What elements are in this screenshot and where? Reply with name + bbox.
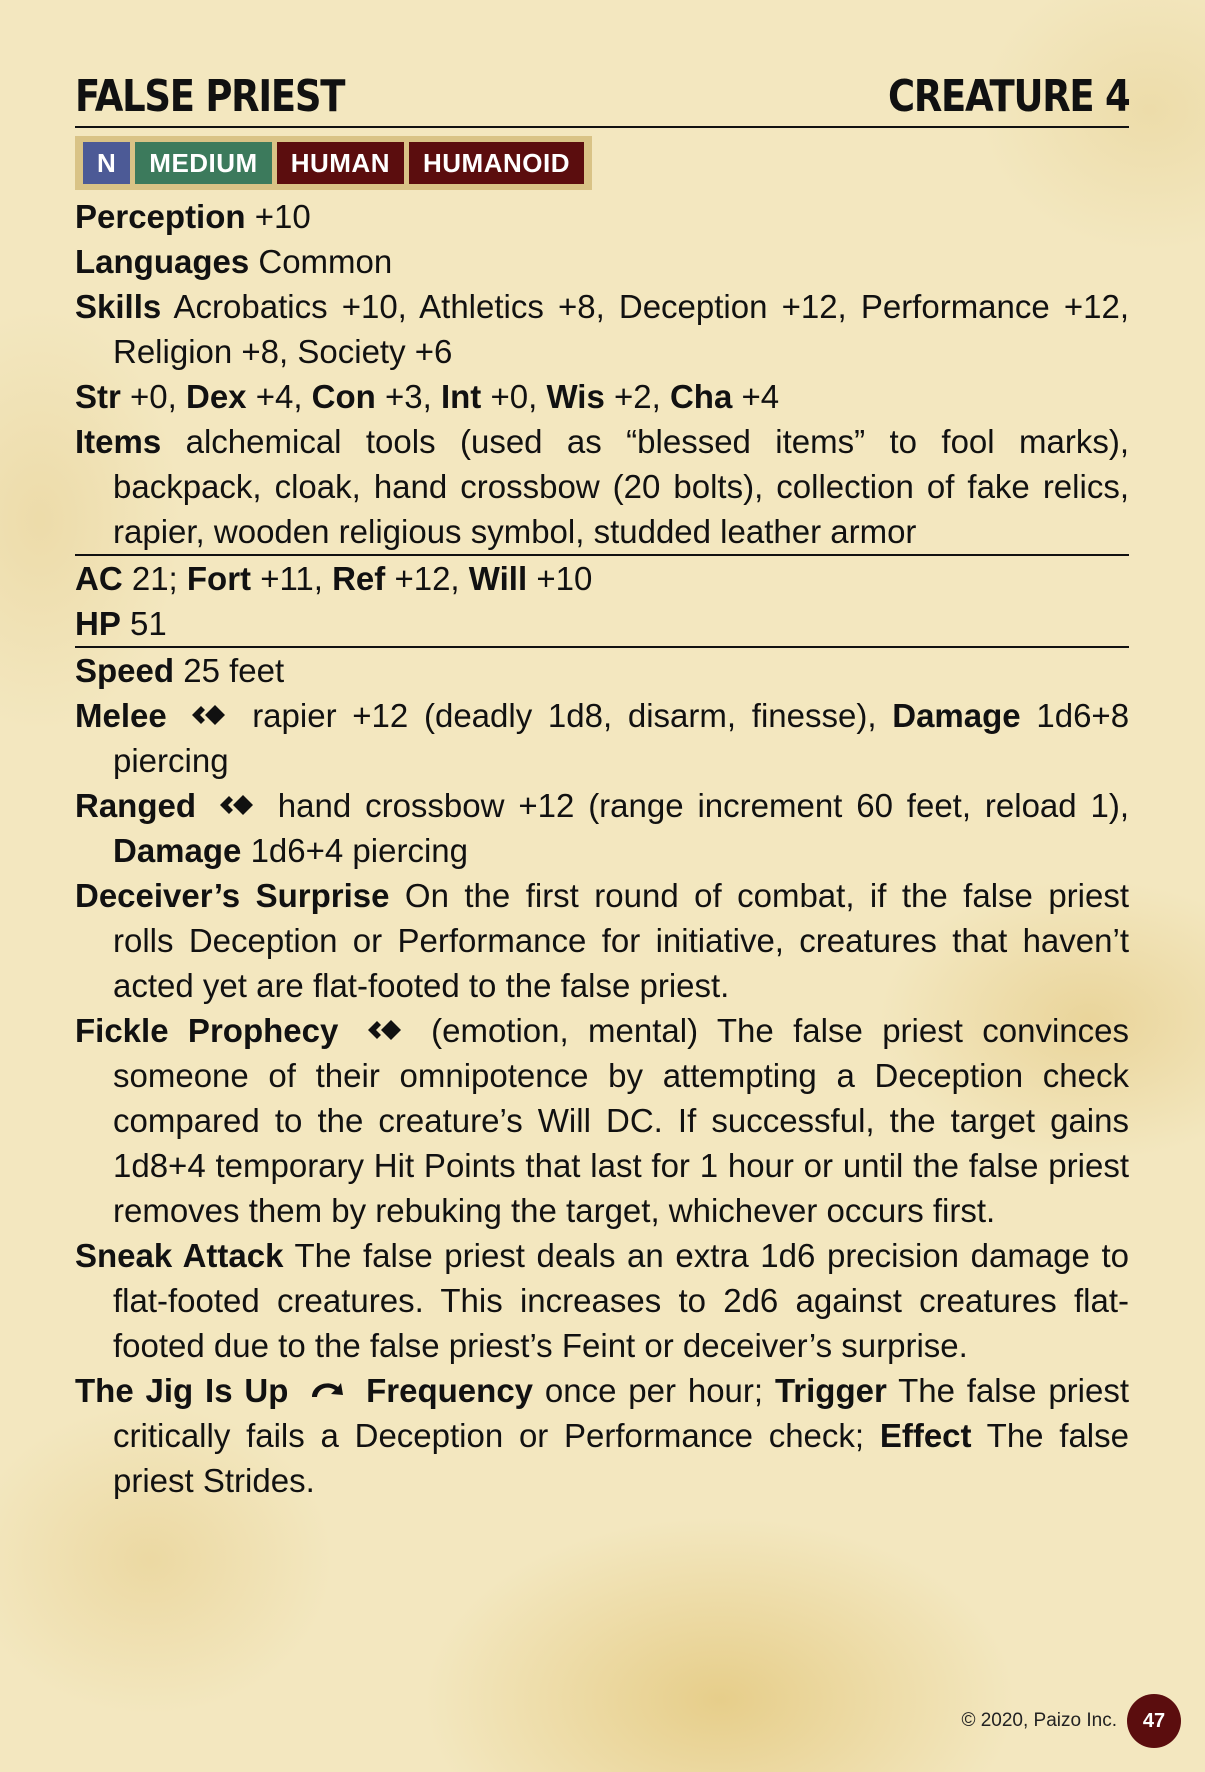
ref-value: +12, <box>394 560 460 597</box>
creature-name: FALSE PRIEST <box>75 71 345 122</box>
frequency-value: once per hour; <box>544 1372 764 1409</box>
deceivers-surprise-text: On the first round of combat, if the false priest rolls Deception or Performance for initiative, creatures that haven’t acted yet are flat-footed to the false priest. <box>113 877 1130 1004</box>
ranged-value: hand crossbow +12 (range increment 60 feet, reload 1), <box>277 787 1130 824</box>
trait-human: HUMAN <box>277 142 404 184</box>
trait-size: MEDIUM <box>135 142 271 184</box>
dex-value: +4, <box>255 378 303 415</box>
melee-damage-value: 1d6+8 piercing <box>113 697 1130 779</box>
melee-label: Melee <box>75 697 167 734</box>
sneak-attack-label: Sneak Attack <box>75 1237 284 1274</box>
wis-value: +2, <box>614 378 661 415</box>
melee-value: rapier +12 (deadly 1d8, disarm, finesse), <box>252 697 877 734</box>
speed-line <box>75 648 1129 693</box>
speed-label: Speed <box>75 652 175 689</box>
items-line <box>75 419 1129 554</box>
fickle-prophecy-text: (emotion, mental) The false priest convinces someone of their omnipotence by attempting a Deception check compared to the creature’s Will DC. If successful, the target gains 1d8+4 temporary Hit Points that last for 1 hour or until the false priest removes them by rebuking the target, whichever occurs first. <box>113 1012 1130 1229</box>
perception-label: Perception <box>75 198 246 235</box>
sneak-attack-text: The false priest deals an extra 1d6 precision damage to flat-footed creatures. This increases to 2d6 against creatures flat-footed due to the false priest’s Feint or deceiver’s surprise. <box>113 1237 1130 1364</box>
melee-damage-label: Damage <box>892 697 1021 734</box>
con-label: Con <box>311 378 376 415</box>
trait-bar <box>75 136 592 190</box>
ranged-damage-value: 1d6+4 piercing <box>250 832 468 869</box>
fort-label: Fort <box>186 560 252 597</box>
int-value: +0, <box>490 378 538 415</box>
wis-label: Wis <box>546 378 605 415</box>
skills-label: Skills <box>75 288 162 325</box>
trait-alignment: N <box>83 142 130 184</box>
languages-label: Languages <box>75 243 250 280</box>
items-label: Items <box>75 423 162 460</box>
trait-humanoid: HUMANOID <box>409 142 584 184</box>
single-action-icon <box>216 790 258 820</box>
ranged-line <box>75 783 1129 873</box>
languages-line <box>75 239 1129 284</box>
copyright-notice: © 2020, Paizo Inc. <box>961 1710 1117 1731</box>
fickle-prophecy-label: Fickle Prophecy <box>75 1012 339 1049</box>
frequency-label: Frequency <box>366 1372 534 1409</box>
reaction-icon <box>306 1375 348 1405</box>
cha-label: Cha <box>669 378 733 415</box>
skills-value: Acrobatics +10, Athletics +8, Deception +12, Performance +12, Religion +8, Society +6 <box>113 288 1129 370</box>
dex-label: Dex <box>185 378 247 415</box>
perception-line <box>75 194 1129 239</box>
ac-label: AC <box>75 560 123 597</box>
attributes-line <box>75 374 1129 419</box>
stat-block-header <box>75 70 1129 128</box>
defense-line <box>75 556 1129 601</box>
fickle-prophecy-line <box>75 1008 1129 1233</box>
ranged-damage-label: Damage <box>113 832 242 869</box>
will-label: Will <box>468 560 528 597</box>
str-value: +0, <box>130 378 177 415</box>
speed-value: 25 feet <box>183 652 285 689</box>
skills-line <box>75 284 1129 374</box>
hp-label: HP <box>75 605 121 642</box>
int-label: Int <box>440 378 482 415</box>
melee-line <box>75 693 1129 783</box>
sneak-attack-line <box>75 1233 1129 1368</box>
deceivers-surprise-label: Deceiver’s Surprise <box>75 877 390 914</box>
ac-value: 21; <box>131 560 178 597</box>
jig-is-up-label: The Jig Is Up <box>75 1372 289 1409</box>
items-value: alchemical tools (used as “blessed items” to fool marks), backpack, cloak, hand crossbow (20 bolts), collection of fake relics, rapier, wooden religious symbol, studded leather armor <box>113 423 1129 550</box>
effect-value: The false priest Strides. <box>113 1417 1129 1499</box>
creature-level: CREATURE 4 <box>887 71 1129 122</box>
page-footer <box>961 1694 1181 1748</box>
trigger-value: The false priest critically fails a Deception or Performance check; <box>113 1372 1130 1454</box>
trigger-label: Trigger <box>774 1372 887 1409</box>
will-value: +10 <box>536 560 593 597</box>
hp-value: 51 <box>130 605 167 642</box>
cha-value: +4 <box>741 378 780 415</box>
hp-line <box>75 601 1129 646</box>
fort-value: +11, <box>260 560 323 597</box>
str-label: Str <box>75 378 121 415</box>
effect-label: Effect <box>879 1417 972 1454</box>
jig-is-up-line <box>75 1368 1129 1503</box>
ref-label: Ref <box>332 560 386 597</box>
stat-block <box>75 70 1129 1503</box>
single-action-icon <box>188 700 230 730</box>
languages-value: Common <box>258 243 393 280</box>
con-value: +3, <box>385 378 432 415</box>
page-number: 47 <box>1127 1694 1181 1748</box>
single-action-icon <box>364 1015 406 1045</box>
deceivers-surprise-line <box>75 873 1129 1008</box>
perception-value: +10 <box>254 198 311 235</box>
ranged-label: Ranged <box>75 787 197 824</box>
